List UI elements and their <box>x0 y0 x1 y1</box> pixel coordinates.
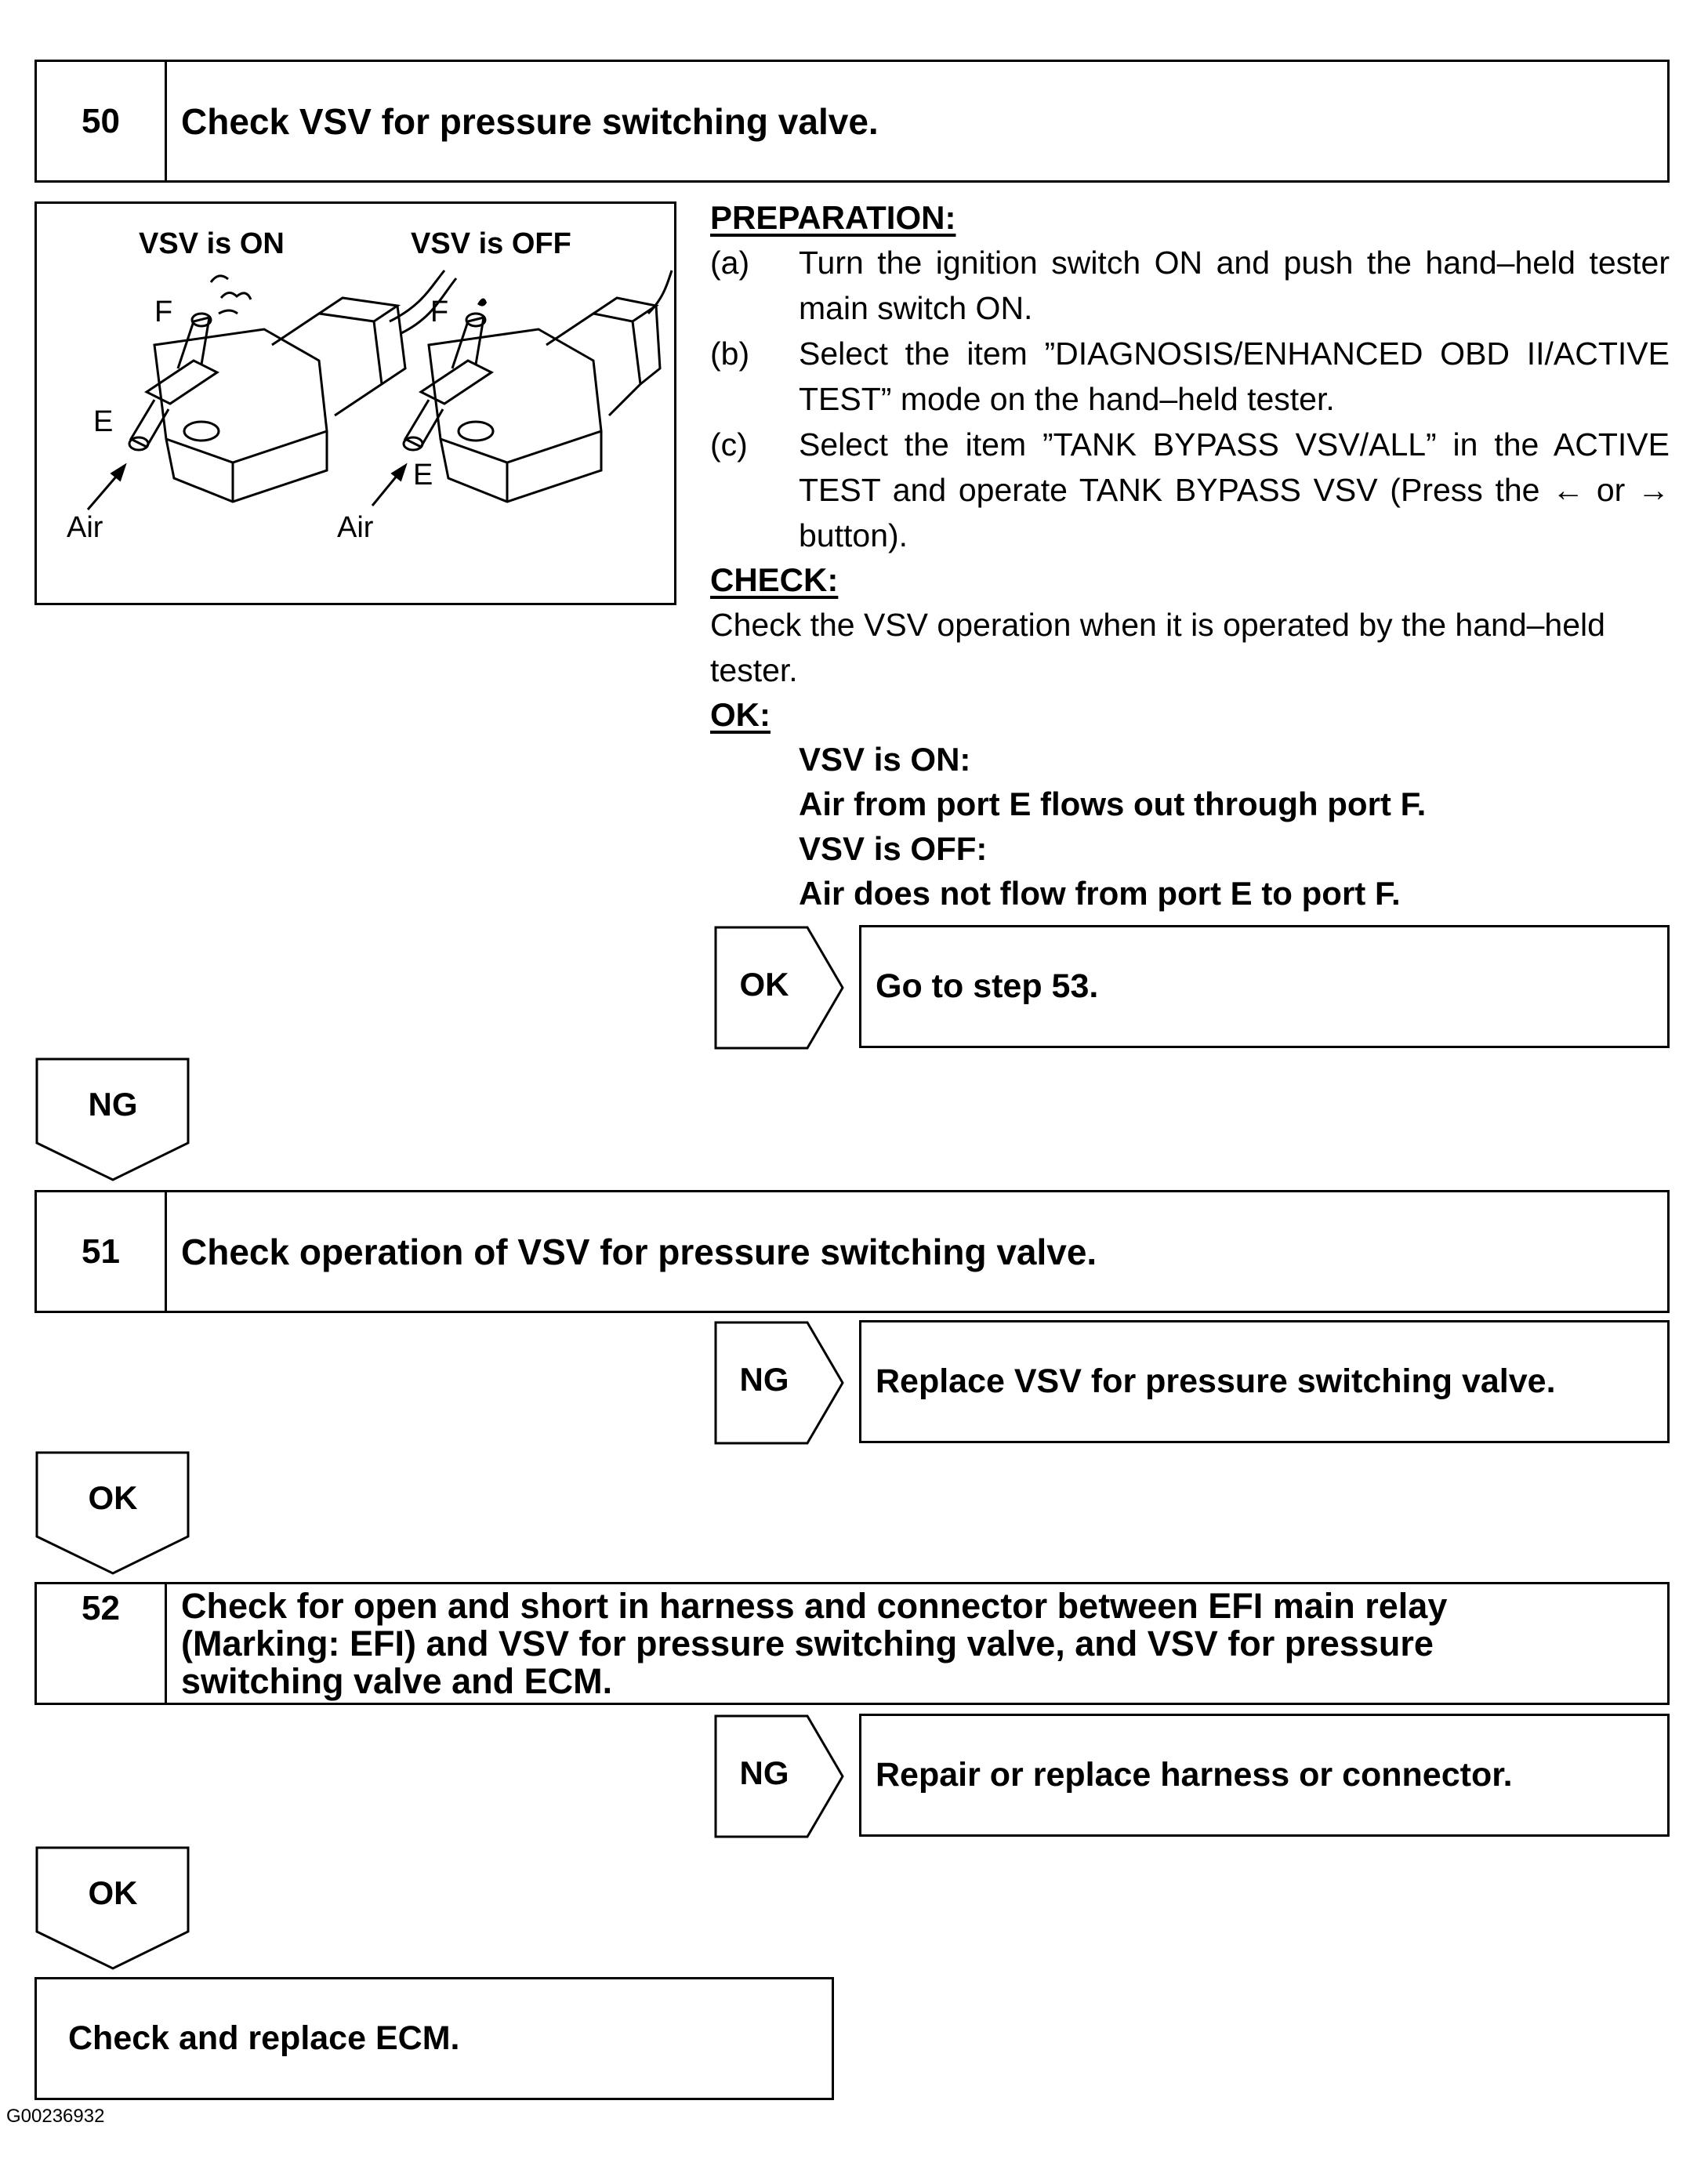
port-e-on: E <box>93 405 114 438</box>
prep-item-a <box>710 240 1670 331</box>
step-51-header <box>34 1190 1670 1313</box>
prep-item-b-marker: (b) <box>710 336 750 372</box>
check-text: Check the VSV operation when it is operated by the hand–held tester. <box>710 607 1605 688</box>
step-50-ok-tag: OK <box>739 966 789 1003</box>
step-52-title <box>167 1584 1667 1703</box>
air-label-off: Air <box>337 511 374 544</box>
step-50-details <box>710 196 1670 916</box>
figure-code: G00236932 <box>6 2106 105 2127</box>
step-51-number: 51 <box>37 1192 167 1311</box>
step-51-ng-result: Replace VSV for pressure switching valve. <box>859 1320 1670 1443</box>
prep-item-c <box>710 422 1670 558</box>
step-52-ng-result: Repair or replace harness or connector. <box>859 1714 1670 1837</box>
prep-item-c-marker: (c) <box>710 426 748 463</box>
step-52-title-line-1: Check for open and short in harness and connector between EFI main relay <box>181 1586 1448 1626</box>
check-heading: CHECK: <box>710 561 839 598</box>
prep-item-b-text: Select the item ”DIAGNOSIS/ENHANCED OBD II/ACTIVE TEST” mode on the hand–held tester. <box>799 336 1670 417</box>
step-50-title: Check VSV for pressure switching valve. <box>181 100 879 142</box>
prep-item-b <box>710 331 1670 422</box>
step-52-number: 52 <box>37 1584 167 1703</box>
air-arrow-off <box>372 466 405 506</box>
step-50-ok-result: Go to step 53. <box>859 925 1670 1048</box>
no-air-drop <box>477 298 487 306</box>
vsv-off-label: VSV is OFF <box>411 227 571 260</box>
prep-item-a-text: Turn the ignition switch ON and push the hand–held tester main switch ON. <box>799 245 1670 326</box>
step-50-header <box>34 60 1670 183</box>
flow-ng-1-tag: NG <box>88 1086 138 1123</box>
ok-line-1: VSV is ON: <box>799 741 971 778</box>
ok-heading: OK: <box>710 696 771 733</box>
ok-line-2: Air from port E flows out through port F. <box>799 785 1427 822</box>
step-51-ng-tag: NG <box>739 1361 789 1398</box>
prep-item-c-text: Select the item ”TANK BYPASS VSV/ALL” in the ACTIVE TEST and operate TANK BYPASS VSV (Press the ← or → button). <box>799 426 1670 553</box>
port-f-off: F <box>430 296 449 328</box>
ok-line-4: Air does not flow from port E to port F. <box>799 875 1401 912</box>
step-52-title-line-3: switching valve and ECM. <box>181 1661 613 1701</box>
air-arrow-on <box>88 466 125 510</box>
valve-on-drawing <box>129 270 456 502</box>
step-52-header <box>34 1582 1670 1705</box>
vsv-illustration <box>34 201 676 605</box>
flow-ok-2-tag: OK <box>88 1479 138 1516</box>
final-action-box: Check and replace ECM. <box>34 1977 834 2100</box>
flow-ok-3-tag: OK <box>88 1874 138 1911</box>
step-52-ng-tag: NG <box>739 1754 789 1791</box>
air-label-on: Air <box>67 511 103 544</box>
step-50-number: 50 <box>37 62 167 180</box>
step-51-title: Check operation of VSV for pressure switching valve. <box>181 1231 1097 1272</box>
preparation-heading: PREPARATION: <box>710 199 956 236</box>
ok-criteria <box>799 737 1670 916</box>
vsv-diagram <box>37 204 674 603</box>
port-f-on: F <box>154 296 173 328</box>
port-e-off: E <box>413 459 433 492</box>
vsv-on-label: VSV is ON <box>139 227 285 260</box>
prep-item-a-marker: (a) <box>710 245 750 281</box>
ok-line-3: VSV is OFF: <box>799 830 988 867</box>
step-52-title-line-2: (Marking: EFI) and VSV for pressure switching valve, and VSV for pressure <box>181 1623 1434 1663</box>
